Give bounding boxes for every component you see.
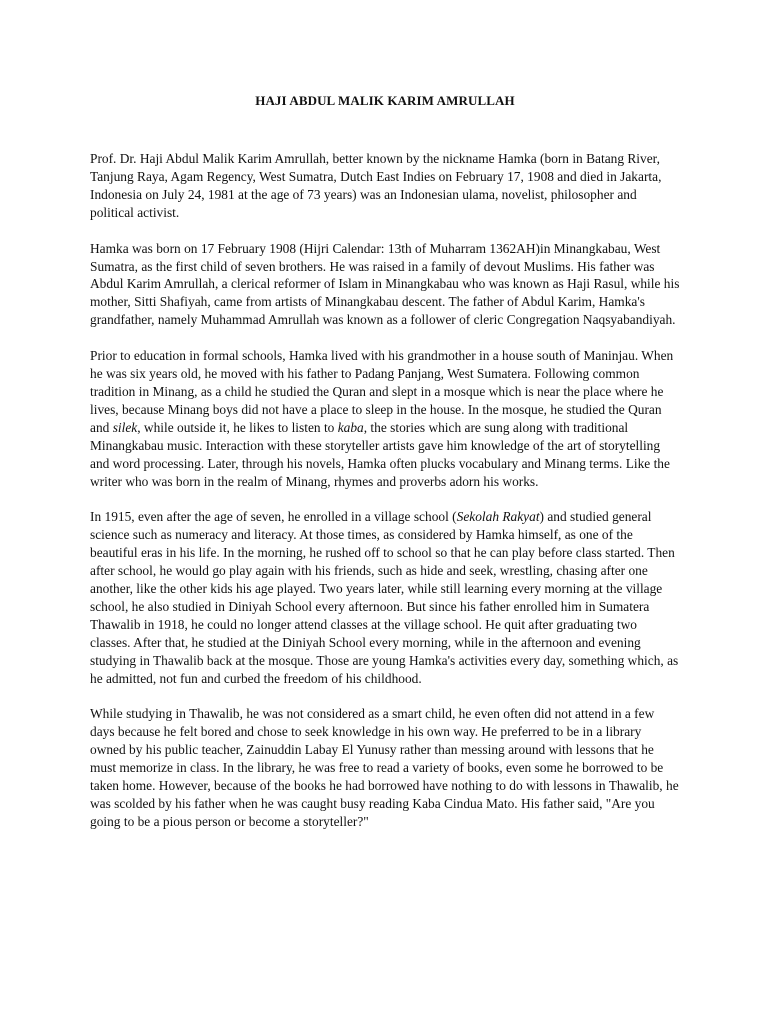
document-title: HAJI ABDUL MALIK KARIM AMRULLAH — [255, 93, 515, 108]
document-page — [90, 92, 680, 849]
paragraph-4-text-a: In 1915, even after the age of seven, he enrolled in a village school ( — [90, 509, 457, 525]
paragraph-3-italic-silek: silek — [112, 419, 138, 435]
paragraph-4-text-b: ) and studied general science such as numeracy and literacy. At those times, as considered by Hamka himself, as one of the beautiful eras in his life. In the morning, he rushed off to school so that he can play before class started. Then after school, he would go play again with his friends, such as hide and seek, wrestling, chasing after one another, like the other kids his age played. Two years later, while still learning every morning at the village school, he also studied in Diniyah School every afternoon. But since his father enrolled him in Sumatera Thawalib in 1918, he could no longer attend classes at the village school. He quit after graduating two classes. After that, he studied at the Diniyah School every morning, while in the afternoon and evening studying in Thawalib back at the mosque. Those are young Hamka's activities every day, something which, as he admitted, not fun and curbed the freedom of his childhood. — [90, 509, 679, 686]
paragraph-5 — [90, 705, 680, 830]
paragraph-2-text: Hamka was born on 17 February 1908 (Hijri Calendar: 13th of Muharram 1362AH)in Minangkabau, West Sumatra, as the first child of seven brothers. He was raised in a family of devout Muslims. His father was Abdul Karim Amrullah, a clerical reformer of Islam in Minangkabau who was known as Haji Rasul, while his mother, Sitti Shafiyah, came from artists of Minangkabau descent. The father of Abdul Karim, Hamka's grandfather, namely Muhammad Amrullah was known as a follower of cleric Congregation Naqsyabandiyah. — [90, 240, 680, 328]
paragraph-2 — [90, 240, 680, 330]
paragraph-3-text-a: Prior to education in formal schools, Hamka lived with his grandmother in a house south of Maninjau. When he was six years old, he moved with his father to Padang Panjang, West Sumatera. Following common tradition in Minang, as a child he studied the Quran and slept in a mosque which is near the place where he lives, because Minang boys did not have a place to sleep in the house. In the mosque, he studied the Quran and — [90, 348, 674, 435]
paragraph-3-text-b: , while outside it, he likes to listen to — [137, 419, 338, 435]
paragraph-3-text-c: , the stories which are sung along with traditional Minangkabau music. Interaction with these storyteller artists gave him knowledge of the art of storytelling and word processing. Later, through his novels, Hamka often plucks vocabulary and Minang terms. Like the writer who was born in the realm of Minang, rhymes and proverbs adorn his works. — [90, 419, 670, 489]
paragraph-5-text: While studying in Thawalib, he was not considered as a smart child, he even often did not attend in a few days because he felt bored and chose to seek knowledge in his own way. He preferred to be in a library owned by his public teacher, Zainuddin Labay El Yunusy rather than messing around with lessons that he must memorize in class. In the library, he was free to read a variety of books, even some he borrowed to be taken home. However, because of the books he had borrowed have nothing to do with lessons in Thawalib, he was scolded by his father when he was caught busy reading Kaba Cindua Mato. His father said, "Are you going to be a pious person or become a storyteller?" — [90, 706, 679, 829]
paragraph-4 — [90, 508, 680, 687]
paragraph-4-italic-sekolah-rakyat: Sekolah Rakyat — [456, 509, 540, 525]
paragraph-1-text: Prof. Dr. Haji Abdul Malik Karim Amrullah, better known by the nickname Hamka (born in Batang River, Tanjung Raya, Agam Regency, West Sumatra, Dutch East Indies on February 17, 1908 and died in Jakarta, Indonesia on July 24, 1981 at the age of 73 years) was an Indonesian ulama, novelist, philosopher and political activist. — [90, 151, 662, 220]
paragraph-3 — [90, 347, 680, 490]
paragraph-1 — [90, 150, 680, 222]
paragraph-3-italic-kaba: kaba — [337, 419, 364, 435]
